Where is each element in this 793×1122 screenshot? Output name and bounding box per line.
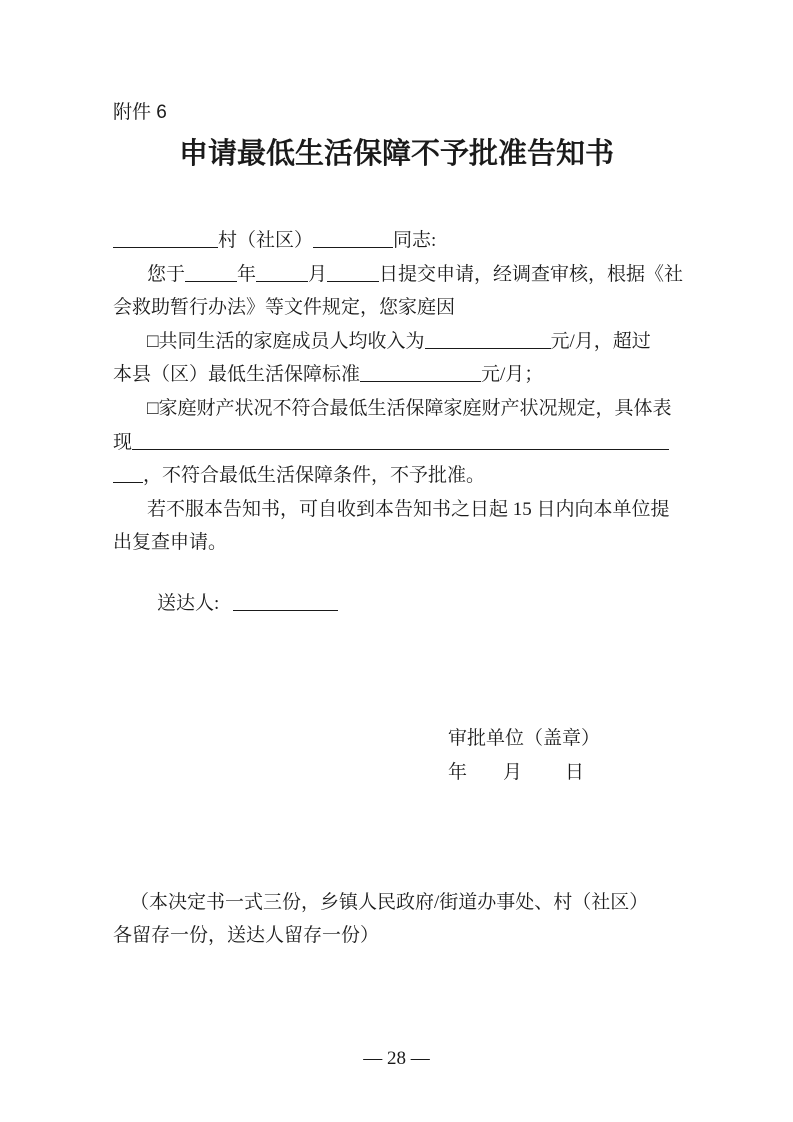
server-label: 送达人: <box>157 593 220 614</box>
income-checkbox-icon: □ <box>147 330 159 352</box>
option-property-line-3 <box>113 459 680 493</box>
standard-prefix: 本县（区）最低生活保障标准 <box>113 364 361 386</box>
server-line <box>113 590 338 618</box>
server-name-blank <box>233 610 338 611</box>
attachment-label: 附件 6 <box>113 102 167 123</box>
review-notice-line-2: 出复查申请。 <box>113 532 228 554</box>
income-suffix: 元/月，超过 <box>550 330 651 352</box>
review-notice-line-1: 若不服本告知书，可自收到本告知书之日起 15 日内向本单位提 <box>147 498 670 520</box>
option-property-line-2 <box>113 426 680 460</box>
property-prefix: 现 <box>113 431 133 453</box>
property-checkbox-icon: □ <box>147 397 159 419</box>
intro-line-1 <box>113 258 684 292</box>
approval-day-label: 日 <box>565 762 585 783</box>
approval-block <box>448 722 600 790</box>
intro-you-on: 您于 <box>147 263 186 285</box>
approval-unit-label: 审批单位（盖章） <box>448 728 601 749</box>
property-detail-blank-continued <box>113 482 143 483</box>
page-number: — 28 — <box>363 1048 430 1069</box>
footnote <box>113 886 680 952</box>
footnote-line-1: （本决定书一式三份，乡镇人民政府/街道办事处、村（社区） <box>130 892 649 913</box>
property-suffix: ，不符合最低生活保障条件，不予批准。 <box>143 465 486 487</box>
intro-month-label: 月 <box>308 263 328 285</box>
day-blank <box>327 281 379 282</box>
approval-date-line <box>448 756 600 790</box>
intro-day-onward: 日提交申请，经调查审核，根据《社 <box>379 263 684 285</box>
document-title: 申请最低生活保障不予批准告知书 <box>178 138 614 170</box>
salutation-line <box>113 224 680 258</box>
village-name-blank <box>113 247 218 248</box>
intro-year-label: 年 <box>237 263 257 285</box>
comrade-label: 同志: <box>393 230 437 251</box>
property-text: 家庭财产状况不符合最低生活保障家庭财产状况规定，具体表 <box>158 397 672 419</box>
village-label: 村（社区） <box>218 230 314 251</box>
standard-suffix: 元/月； <box>481 364 544 386</box>
income-prefix: 共同生活的家庭成员人均收入为 <box>158 330 425 352</box>
approval-year-label: 年 <box>448 762 468 783</box>
addressee-name-blank <box>313 247 393 248</box>
footnote-line-2: 各留存一份，送达人留存一份） <box>113 925 380 946</box>
option-income-line-1 <box>113 325 680 359</box>
standard-amount-blank <box>360 381 481 382</box>
intro-line-2: 会救助暂行办法》等文件规定，您家庭因 <box>113 297 456 319</box>
option-income-line-2 <box>113 358 680 392</box>
property-detail-blank <box>132 449 669 450</box>
month-blank <box>256 281 308 282</box>
year-blank <box>185 281 237 282</box>
option-property-line-1 <box>113 392 680 426</box>
income-amount-blank <box>425 348 551 349</box>
approval-month-label: 月 <box>503 762 523 783</box>
document-body <box>113 224 684 560</box>
